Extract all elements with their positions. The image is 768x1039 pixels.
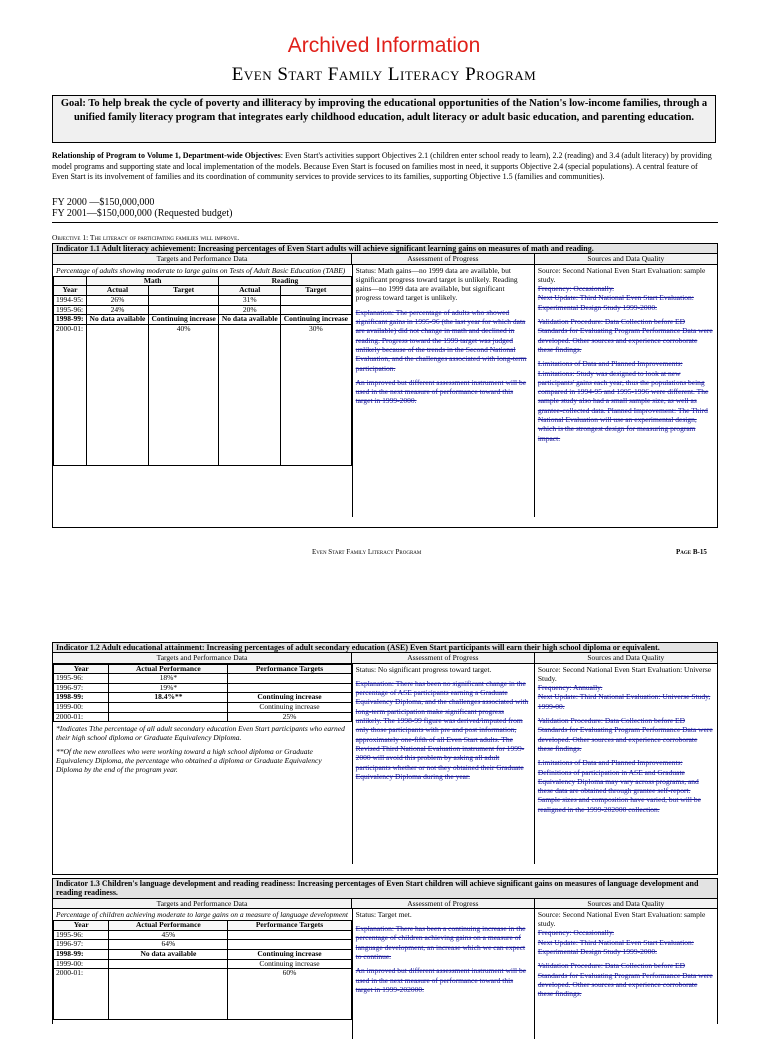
table-row (54, 969, 352, 1020)
assessment-column (353, 265, 535, 517)
table-cell (109, 702, 228, 712)
table-header: Performance Targets (228, 664, 351, 674)
table-cell: 2000-01: (54, 712, 109, 722)
next-update-text: Next Update: Third National Even Start Evaluation: Experimental Design Study 1999-2000. (537, 293, 694, 312)
table-header: Actual Performance (109, 921, 228, 931)
indicator-1-3 (52, 878, 718, 1024)
table-cell: 1999-00: (54, 959, 109, 969)
table-cell: 1994-95: (54, 296, 87, 306)
table-row (54, 296, 352, 306)
indicator-title: Indicator 1.1 Adult literacy achievement: Increasing percentages of Even Start adults will achieve significant learning gains on measures of math and reading. (53, 244, 717, 254)
status-text: Status: Math gains—no 1999 data are available, but significant progress toward target is unlikely. Reading gains—no 1999 data are available, but significant progress toward target is unlikely. (355, 265, 518, 303)
table-cell (219, 324, 281, 465)
funding-block (52, 197, 232, 219)
table-caption: Percentage of children achieving moderate to large gains on a measure of language development (56, 909, 348, 919)
data-table (53, 664, 352, 723)
table-cell: 1996-97: (54, 683, 109, 693)
table-cell: Continuing increase (228, 702, 351, 712)
assessment-column (353, 664, 535, 864)
table-cell: Continuing increase (228, 959, 351, 969)
source-text: Source: Second National Even Start Evaluation: sample study. (537, 909, 706, 929)
column-headers (53, 254, 717, 264)
table-row (54, 324, 352, 465)
col-sources: Sources and Data Quality (587, 898, 665, 908)
relationship-label: Relationship of Program to Volume 1, Department-wide Objectives (52, 151, 281, 160)
sources-column (535, 265, 717, 517)
table-cell: 30% (281, 324, 351, 465)
funding-fy2000: FY 2000 —$150,000,000 (52, 197, 155, 208)
table-cell (228, 674, 351, 684)
table-cell: 1998-99: (54, 315, 87, 325)
column-headers (53, 653, 717, 663)
table-header: Performance Targets (228, 921, 351, 931)
status-text: Status: Target met. (355, 909, 412, 919)
table-cell: 31% (219, 296, 281, 306)
data-table (53, 920, 352, 1020)
indicator-title: Indicator 1.2 Adult educational attainment: Increasing percentages of adult secondary education (ASE) Even Start participants will earn their high school diploma or equivalent. (53, 643, 717, 653)
footer-program: Even Start Family Literacy Program (312, 548, 422, 556)
table-cell: 1996-97: (54, 940, 109, 950)
col-targets: Targets and Performance Data (53, 254, 352, 263)
col-targets: Targets and Performance Data (53, 899, 352, 908)
table-row (54, 315, 352, 325)
table-cell: Continuing increase (148, 315, 218, 325)
table-caption: Percentage of adults showing moderate to large gains on Tests of Adult Basic Education (TABE) (56, 265, 346, 275)
goal-box: Goal: To help break the cycle of poverty and illiteracy by improving the educational opportunities of the Nation's low-income families, through a unified family literacy program that integrates early childhood education, adult literacy or adult basic education, and parenting education. (52, 95, 716, 143)
indicator-1-1 (52, 243, 718, 528)
source-text: Source: Second National Even Start Evaluation: Universe Study. (537, 664, 712, 683)
divider (52, 222, 718, 223)
table-cell: 24% (87, 305, 149, 315)
source-text: Source: Second National Even Start Evaluation: sample study. (537, 265, 706, 284)
frequency-text: Frequency: Annually. (537, 683, 603, 693)
table-cell: 1999-00: (54, 702, 109, 712)
table-cell: 26% (87, 296, 149, 306)
targets-column (53, 909, 353, 1039)
table-cell: No data available (87, 315, 149, 325)
table-cell: No data available (109, 949, 228, 959)
table-cell: 45% (109, 930, 228, 940)
improved-text: An improved but different assessment instrument will be used in the next measure of performance toward this target in 1999-202000. (355, 966, 527, 994)
column-headers (53, 899, 717, 909)
page-title: Even Start Family Literacy Program (231, 64, 537, 85)
frequency-text: Frequency: Occasionally. (537, 284, 614, 294)
col-assessment: Assessment of Progress (352, 653, 534, 662)
table-cell: Continuing increase (281, 315, 351, 325)
table-cell (109, 969, 228, 1020)
relationship-paragraph (52, 151, 716, 183)
group-header-reading: Reading (219, 276, 351, 286)
table-row (54, 712, 352, 722)
validation-text: Validation Procedure: Data Collection before ED Standards for Evaluating Program Performance Data were developed. Other sources and experience corroborate these findings. (537, 317, 713, 354)
assessment-column (353, 909, 535, 1039)
next-update-text: Next Update: Third National Even Start Evaluation: Experimental Design Study 1999-2000. (537, 937, 694, 957)
table-header: Actual Performance (109, 664, 228, 674)
targets-column (53, 664, 353, 864)
sources-column (535, 664, 717, 864)
improved-text: An improved but different assessment instrument will be used in the next measure of performance toward this target in 1999-2000. (355, 377, 527, 406)
data-table (53, 276, 352, 466)
table-cell: 60% (228, 969, 351, 1020)
targets-column (53, 265, 353, 517)
indicator-1-2 (52, 642, 718, 875)
limitations-text: Limitations of Data and Planned Improvements: Definitions of participation in ASE and Graduate Equivalency Diploma may vary across programs, and these data are obtained through grantee self-report. Sample sizes and composition have varied, but will be realigned in the 1999-202000 collection. (537, 758, 701, 814)
footnote-1: *Indicates Tthe percentage of all adult secondary education Even Start participants who earned their high school diploma or Graduate Equivalency Diploma. (56, 724, 345, 743)
validation-text: Validation Procedure: Data Collection before ED Standards for Evaluating Program Performance Data were developed. Other sources and experience corroborate these findings. (537, 961, 713, 999)
table-cell: 2000-01: (54, 324, 87, 465)
table-row (54, 949, 352, 959)
table-cell: No data available (219, 315, 281, 325)
explanation-text: Explanation: There has been a continuing increase in the percentage of children achieving gains on a measure of language development, an increase which we can expect to continue. (355, 924, 526, 962)
col-assessment: Assessment of Progress (352, 254, 534, 263)
table-cell: Continuing increase (228, 949, 351, 959)
table-cell (87, 324, 149, 465)
table-cell: 25% (228, 712, 351, 722)
col-assessment: Assessment of Progress (352, 899, 534, 908)
col-targets: Targets and Performance Data (53, 653, 352, 662)
table-cell: 18%* (109, 674, 228, 684)
archived-banner: Archived Information (287, 34, 481, 57)
table-cell (109, 712, 228, 722)
group-header-math: Math (87, 276, 219, 286)
table-cell: 1995-96: (54, 930, 109, 940)
footnote-2: **Of the new enrollees who were working toward a high school diploma or Graduate Equivalency Diploma, the percentage who obtained a diploma or Graduate Equivalency Diploma by the end of the program year. (56, 746, 322, 775)
status-text: Status: No significant progress toward target. (355, 664, 492, 674)
table-cell: 64% (109, 940, 228, 950)
table-header: Year (54, 921, 109, 931)
explanation-text: Explanation: There has been no significant change in the percentage of ASE participants earning a Graduate Equivalency Diploma, and the challenges associated with long-term participation make significant progress unlikely. The 1998-99 figure was derived/imputed from only those participants with pre and post information, approximately one-fifth of all Even Start adults. The Revised Third National Evaluation instrument for 1999-2000 will avoid this problem by asking all adult participants whether or not they obtained their Graduate Equivalency Diploma during the year. (355, 678, 529, 781)
col-sources: Sources and Data Quality (587, 653, 665, 663)
table-cell: 1995-96: (54, 674, 109, 684)
table-cell: Continuing increase (228, 693, 351, 703)
frequency-text: Frequency: Occasionally. (537, 928, 614, 938)
table-cell: 20% (219, 305, 281, 315)
sources-column (535, 909, 717, 1039)
table-row (54, 702, 352, 712)
funding-fy2001: FY 2001—$150,000,000 (Requested budget) (52, 208, 233, 219)
table-cell: 1998-99: (54, 949, 109, 959)
table-header: Actual (87, 286, 149, 296)
explanation-text: Explanation: The percentage of adults who showed significant gains in 1995-96 (the last year for which data are available) did not change in math and declined in reading. Progress toward the 1999 target was judged unlikely because of the trends in the Second National Evaluation, and the challenges associated with long-term participation. (355, 307, 527, 373)
table-row (54, 959, 352, 969)
footer-page-number: Page B-15 (676, 548, 707, 556)
table-cell: 2000-01: (54, 969, 109, 1020)
table-row (54, 930, 352, 940)
validation-text: Validation Procedure: Data Collection before ED Standards for Evaluating Program Performance Data were developed. Other sources and experience corroborate these findings. (537, 716, 713, 753)
table-cell: 19%* (109, 683, 228, 693)
col-sources: Sources and Data Quality (587, 254, 665, 264)
table-header: Target (148, 286, 218, 296)
table-cell (281, 296, 351, 306)
table-header: Actual (219, 286, 281, 296)
next-update-text: Next Update: Third National Evaluation: Universe Study, 1999-00. (537, 692, 711, 711)
table-row (54, 674, 352, 684)
table-header: Target (281, 286, 351, 296)
table-cell (109, 959, 228, 969)
table-cell: 18.4%** (109, 693, 228, 703)
table-cell (228, 930, 351, 940)
table-header: Year (54, 664, 109, 674)
table-header: Year (54, 286, 87, 296)
limitations-text: Limitations of Data and Planned Improvements: Limitations: Study was designed to look at new participants' gains each year, thus the populations being compared in 1994-95 and 1995-1996 were different. The sample study also had a small sample size, as well as grantee-collected data. Planned Improvement: The Third National Evaluation will use an experimental design, which is the strongest design for measuring program impact. (537, 359, 709, 443)
objective-heading: Objective 1: The literacy of participating families will improve. (52, 233, 240, 242)
indicator-title: Indicator 1.3 Children's language development and reading readiness: Increasing percentages of Even Start children will achieve significant gains on measures of language development and reading readiness. (53, 879, 717, 899)
table-cell (148, 296, 218, 306)
relationship-text: : Even Start's activities support Objectives 2.1 (children enter school ready to learn), 2.2 (reading) and 3.4 (adult literacy) by providing model programs and supporting state and local implementation of the models. Because Even Start is focused on families most in need, it supports Objective 2.4 (special populations). A central feature of Even Start is its involvement of families and its coordination of community services to provide services to its families, supporting Objective 1.5 (families and communities). (52, 151, 712, 181)
table-cell: 40% (148, 324, 218, 465)
table-cell: 1998-99: (54, 693, 109, 703)
table-cell: 1995-96: (54, 305, 87, 315)
